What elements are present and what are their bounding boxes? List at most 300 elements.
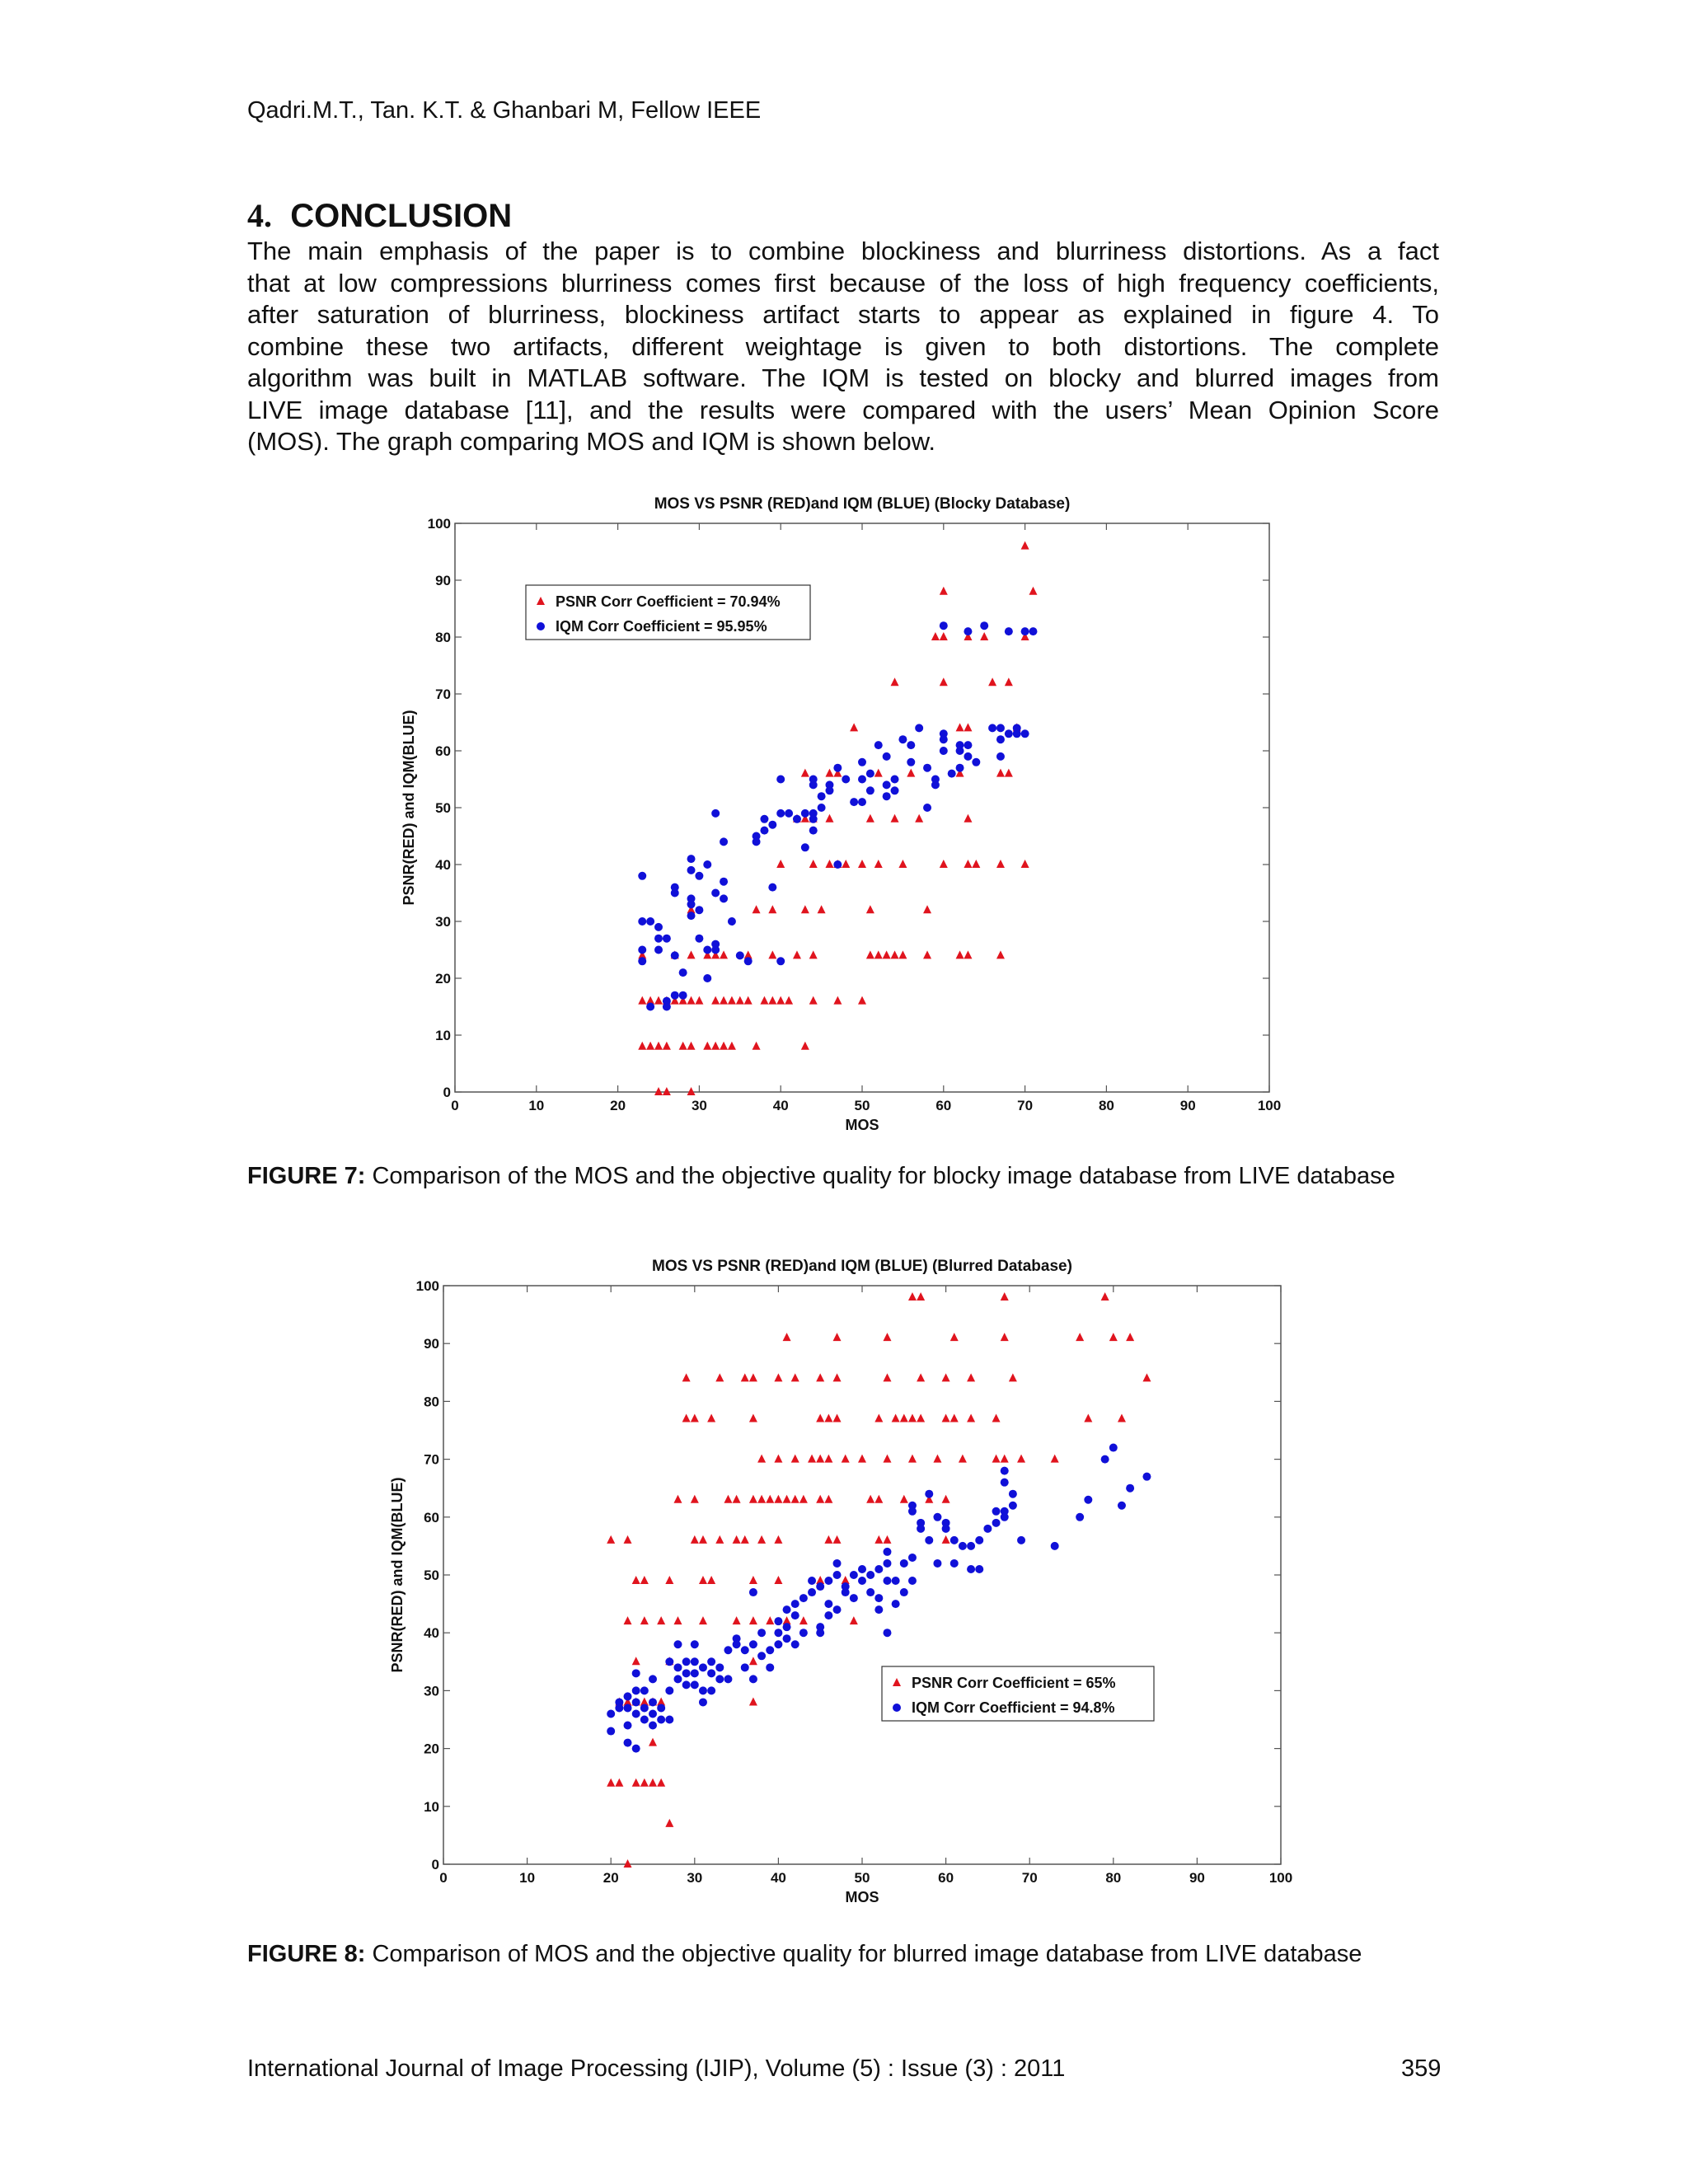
iqm-point [833,1605,842,1614]
psnr-point [783,1333,791,1341]
y-tick-label: 70 [424,1451,439,1468]
chart-title: MOS VS PSNR (RED)and IQM (BLUE) (Blocky Database) [654,495,1071,513]
iqm-point [638,917,646,926]
psnr-point [682,1373,691,1381]
y-tick-label: 80 [424,1394,439,1410]
iqm-point [833,1571,842,1579]
iqm-point [892,1600,900,1608]
x-tick-label: 30 [691,1098,707,1113]
iqm-point [808,1588,816,1596]
iqm-point [766,1663,774,1671]
psnr-point [766,1616,774,1624]
psnr-point [687,1042,696,1050]
paragraph-line: The main emphasis of the paper is to combine blockiness and blurriness distortions. As a fact [247,237,1439,265]
iqm-point [980,621,988,630]
y-axis-label: PSNR(RED) and IQM(BLUE) [401,710,417,906]
psnr-point [874,1535,883,1544]
psnr-point [1051,1455,1059,1463]
psnr-point [736,996,744,1005]
y-tick-label: 0 [431,1857,439,1872]
psnr-point [733,1616,741,1624]
iqm-point [874,1594,883,1602]
psnr-point [874,1495,883,1503]
iqm-point [967,1542,975,1550]
iqm-point [665,1657,673,1666]
psnr-point [624,1859,632,1868]
psnr-point [874,950,883,958]
y-tick-label: 40 [435,857,451,873]
psnr-point [640,1779,649,1787]
iqm-point [760,815,768,823]
y-tick-label: 30 [424,1683,439,1699]
psnr-point [950,1333,959,1341]
psnr-point [791,1455,799,1463]
iqm-point [983,1525,992,1533]
psnr-point [892,1413,900,1422]
psnr-point [1001,1333,1009,1341]
iqm-point [691,1680,699,1689]
psnr-point [866,1495,874,1503]
iqm-point [793,815,801,823]
iqm-point [638,872,646,880]
iqm-point [824,1611,832,1619]
iqm-point [749,1640,757,1648]
iqm-point [649,1675,657,1683]
psnr-point [607,1779,615,1787]
x-tick-label: 20 [610,1098,626,1113]
psnr-point [638,996,646,1005]
psnr-point [923,950,931,958]
psnr-point [964,950,972,958]
iqm-point [833,1559,842,1568]
psnr-point [1101,1292,1109,1301]
psnr-point [673,1495,682,1503]
y-tick-label: 90 [435,573,451,588]
psnr-point [733,1535,741,1544]
iqm-point [766,1646,774,1654]
psnr-point [818,905,826,913]
iqm-point [791,1600,799,1608]
psnr-point [801,1042,809,1050]
psnr-point [940,860,948,868]
iqm-point [724,1675,732,1683]
iqm-point [967,1565,975,1573]
iqm-point [646,917,654,926]
psnr-point [866,814,874,823]
iqm-point [1013,729,1021,738]
iqm-point [768,821,776,829]
iqm-point [1001,1467,1009,1475]
legend-circle-icon [893,1704,901,1712]
psnr-point [858,860,866,868]
psnr-point [1009,1373,1017,1381]
iqm-point [741,1646,749,1654]
iqm-point [1017,1536,1025,1544]
iqm-point [956,764,964,772]
psnr-point [883,1455,891,1463]
psnr-point [665,1819,673,1827]
iqm-point [833,860,842,869]
psnr-point [638,1042,646,1050]
psnr-point [724,1495,732,1503]
iqm-point [733,1640,741,1648]
psnr-point [824,1535,832,1544]
psnr-point [707,1576,715,1584]
psnr-point [728,996,736,1005]
psnr-point [866,905,874,913]
psnr-point [942,1413,950,1422]
psnr-point [883,1535,891,1544]
psnr-point [649,1738,657,1746]
iqm-point [753,837,761,846]
iqm-point [1009,1502,1017,1510]
iqm-point [825,786,833,794]
figure-8-caption [247,1940,1439,1968]
iqm-point [1051,1542,1059,1550]
psnr-point [749,1657,757,1665]
iqm-point [736,951,744,959]
y-tick-label: 10 [435,1028,451,1043]
x-tick-label: 30 [687,1870,703,1886]
psnr-point [992,1413,1001,1422]
figure-7-chart [387,482,1294,1141]
psnr-point [825,769,833,777]
psnr-point [1142,1373,1151,1381]
iqm-point [691,1657,699,1666]
y-tick-label: 90 [424,1336,439,1352]
psnr-point [992,1455,1001,1463]
iqm-point [1076,1513,1084,1521]
psnr-point [825,814,833,823]
psnr-point [1005,769,1013,777]
psnr-point [942,1535,950,1544]
iqm-point [711,809,720,818]
paragraph-line: that at low compressions blurriness comes first because of the loss of high frequency coefficients, [247,268,1439,298]
iqm-point [682,1669,691,1677]
psnr-point [866,950,874,958]
psnr-point [1109,1333,1118,1341]
legend-entry: IQM Corr Coefficient = 95.95% [556,618,767,635]
iqm-point [768,883,776,892]
psnr-point [915,814,923,823]
psnr-point [1126,1333,1134,1341]
iqm-point [1029,627,1037,635]
iqm-point [925,1490,933,1498]
iqm-point [707,1669,715,1677]
iqm-point [615,1704,623,1712]
psnr-point [1021,860,1029,868]
x-axis-label: MOS [845,1889,879,1905]
x-tick-label: 50 [854,1098,870,1113]
psnr-point [883,1333,891,1341]
iqm-point [996,752,1005,761]
paragraph-line: algorithm was built in MATLAB software. The IQM is tested on blocky and blurred images from [247,363,1439,392]
psnr-point [640,1616,649,1624]
psnr-point [757,1535,766,1544]
psnr-point [908,1455,917,1463]
iqm-point [632,1745,640,1753]
psnr-point [749,1576,757,1584]
psnr-point [720,996,728,1005]
iqm-point [833,764,842,772]
iqm-point [703,946,711,954]
iqm-point [663,1003,671,1011]
x-tick-label: 80 [1098,1098,1114,1113]
iqm-point [776,957,785,965]
iqm-point [809,815,818,823]
iqm-point [671,991,679,1000]
psnr-point [972,860,980,868]
iqm-point [850,798,858,806]
psnr-point [720,1042,728,1050]
iqm-point [996,724,1005,732]
y-tick-label: 60 [435,743,451,759]
iqm-point [663,935,671,943]
iqm-point [908,1554,917,1562]
iqm-point [883,780,891,789]
psnr-point [753,905,761,913]
iqm-point [699,1698,707,1706]
iqm-point [657,1716,665,1724]
iqm-point [632,1669,640,1677]
iqm-point [964,752,972,761]
iqm-point [883,1629,891,1637]
iqm-point [816,1582,824,1591]
iqm-point [799,1629,808,1637]
iqm-point [892,1577,900,1585]
psnr-point [1029,587,1037,595]
iqm-point [923,804,931,812]
psnr-point [703,1042,711,1050]
y-tick-label: 100 [427,516,451,532]
iqm-point [695,935,703,943]
iqm-point [728,917,736,926]
iqm-point [1009,1490,1017,1498]
psnr-point [883,1373,891,1381]
psnr-point [908,1413,917,1422]
iqm-point [654,935,663,943]
iqm-point [923,764,931,772]
iqm-point [956,747,964,755]
psnr-point [824,1455,832,1463]
iqm-point [1021,729,1029,738]
iqm-point [640,1704,649,1712]
psnr-point [766,1495,774,1503]
psnr-point [809,950,818,958]
psnr-point [615,1779,623,1787]
figure-7-caption [247,1162,1439,1190]
iqm-point [695,872,703,880]
y-tick-label: 20 [424,1741,439,1757]
psnr-point [699,1535,707,1544]
x-tick-label: 100 [1257,1098,1282,1113]
iqm-point [707,1686,715,1694]
iqm-point [891,776,899,784]
psnr-point [950,1413,959,1422]
iqm-point [942,1525,950,1533]
psnr-point [654,1042,663,1050]
psnr-point [900,1413,908,1422]
psnr-point [744,996,753,1005]
psnr-point [833,1413,842,1422]
psnr-point [799,1495,808,1503]
psnr-point [898,860,907,868]
iqm-point [996,735,1005,743]
iqm-point [624,1739,632,1747]
legend-circle-icon [537,622,545,630]
x-tick-label: 10 [528,1098,545,1113]
iqm-point [866,1588,874,1596]
psnr-point [917,1292,925,1301]
psnr-point [842,860,850,868]
iqm-point [799,1594,808,1602]
iqm-point [1126,1484,1134,1493]
iqm-point [707,1657,715,1666]
psnr-point [1076,1333,1084,1341]
iqm-point [776,776,785,784]
x-tick-label: 70 [1017,1098,1034,1113]
psnr-point [687,1087,696,1095]
psnr-point [874,860,883,868]
iqm-point [858,798,866,806]
psnr-point [791,1373,799,1381]
iqm-point [1005,627,1013,635]
x-tick-label: 40 [772,1098,789,1113]
y-tick-label: 0 [443,1085,451,1100]
figure-7-label: FIGURE 7: [247,1163,366,1189]
iqm-point [866,1571,874,1579]
iqm-point [866,770,874,778]
psnr-point [679,1042,687,1050]
y-tick-label: 80 [435,630,451,645]
x-tick-label: 100 [1268,1870,1293,1886]
psnr-point [691,1495,699,1503]
iqm-point [646,1003,654,1011]
iqm-point [699,1686,707,1694]
iqm-point [774,1629,782,1637]
iqm-point [1142,1473,1151,1481]
iqm-point [673,1663,682,1671]
psnr-point [646,1042,654,1050]
psnr-point [673,1616,682,1624]
psnr-point [687,950,696,958]
iqm-point [624,1722,632,1730]
iqm-point [657,1704,665,1712]
iqm-point [679,968,687,977]
psnr-point [883,950,891,958]
iqm-point [774,1617,782,1625]
iqm-point [842,1588,850,1596]
psnr-point [687,996,696,1005]
psnr-point [825,860,833,868]
psnr-point [891,814,899,823]
psnr-point [942,1495,950,1503]
psnr-point [654,1087,663,1095]
psnr-point [874,769,883,777]
iqm-point [972,758,980,766]
iqm-point [679,991,687,1000]
iqm-point [671,951,679,959]
iqm-point [1118,1502,1126,1510]
psnr-point [640,1576,649,1584]
footer-journal: International Journal of Image Processing (IJIP), Volume (5) : Issue (3) : 2011 [247,2055,1066,2082]
iqm-point [715,1663,724,1671]
psnr-point [874,1413,883,1422]
x-tick-label: 20 [603,1870,619,1886]
iqm-point [744,957,753,965]
iqm-point [711,946,720,954]
figure-8-label: FIGURE 8: [247,1941,366,1967]
psnr-point [624,1535,632,1544]
psnr-point [891,677,899,686]
psnr-point [691,1535,699,1544]
psnr-point [657,1779,665,1787]
iqm-point [711,889,720,898]
iqm-point [940,621,948,630]
iqm-point [720,837,728,846]
iqm-point [883,792,891,800]
iqm-point [695,906,703,914]
iqm-point [891,786,899,794]
x-tick-label: 50 [854,1870,870,1886]
y-tick-label: 20 [435,971,451,987]
psnr-point [654,996,663,1005]
psnr-point [940,632,948,640]
iqm-point [783,1605,791,1614]
chart-title: MOS VS PSNR (RED)and IQM (BLUE) (Blurred Database) [652,1258,1072,1275]
y-tick-label: 50 [424,1568,439,1583]
psnr-point [749,1373,757,1381]
psnr-point [768,905,776,913]
psnr-point [996,769,1005,777]
iqm-point [883,1548,891,1556]
iqm-point [883,1559,891,1568]
x-axis-label: MOS [845,1117,879,1133]
psnr-point [749,1697,757,1705]
iqm-point [801,809,809,818]
psnr-point [607,1535,615,1544]
iqm-point [783,1634,791,1643]
iqm-point [632,1686,640,1694]
iqm-point [1005,729,1013,738]
psnr-point [964,860,972,868]
iqm-point [801,843,809,851]
iqm-point [638,946,646,954]
paragraph-line: LIVE image database [11], and the results were compared with the users’ Mean Opinion Score [247,395,1439,424]
iqm-point [640,1686,649,1694]
iqm-point [687,912,696,920]
psnr-point [715,1535,724,1544]
iqm-point [703,860,711,869]
x-tick-label: 90 [1179,1098,1196,1113]
psnr-point [793,950,801,958]
psnr-point [699,1616,707,1624]
iqm-point [975,1565,983,1573]
y-axis-label: PSNR(RED) and IQM(BLUE) [389,1477,406,1673]
psnr-point [824,1413,832,1422]
x-tick-label: 0 [451,1098,459,1113]
psnr-point [809,860,818,868]
psnr-point [842,1455,850,1463]
psnr-point [663,1087,671,1095]
psnr-point [833,1373,842,1381]
psnr-point [816,1495,824,1503]
iqm-point [964,627,972,635]
psnr-point [624,1616,632,1624]
psnr-point [907,769,915,777]
iqm-point [607,1709,615,1718]
x-tick-label: 80 [1105,1870,1122,1886]
